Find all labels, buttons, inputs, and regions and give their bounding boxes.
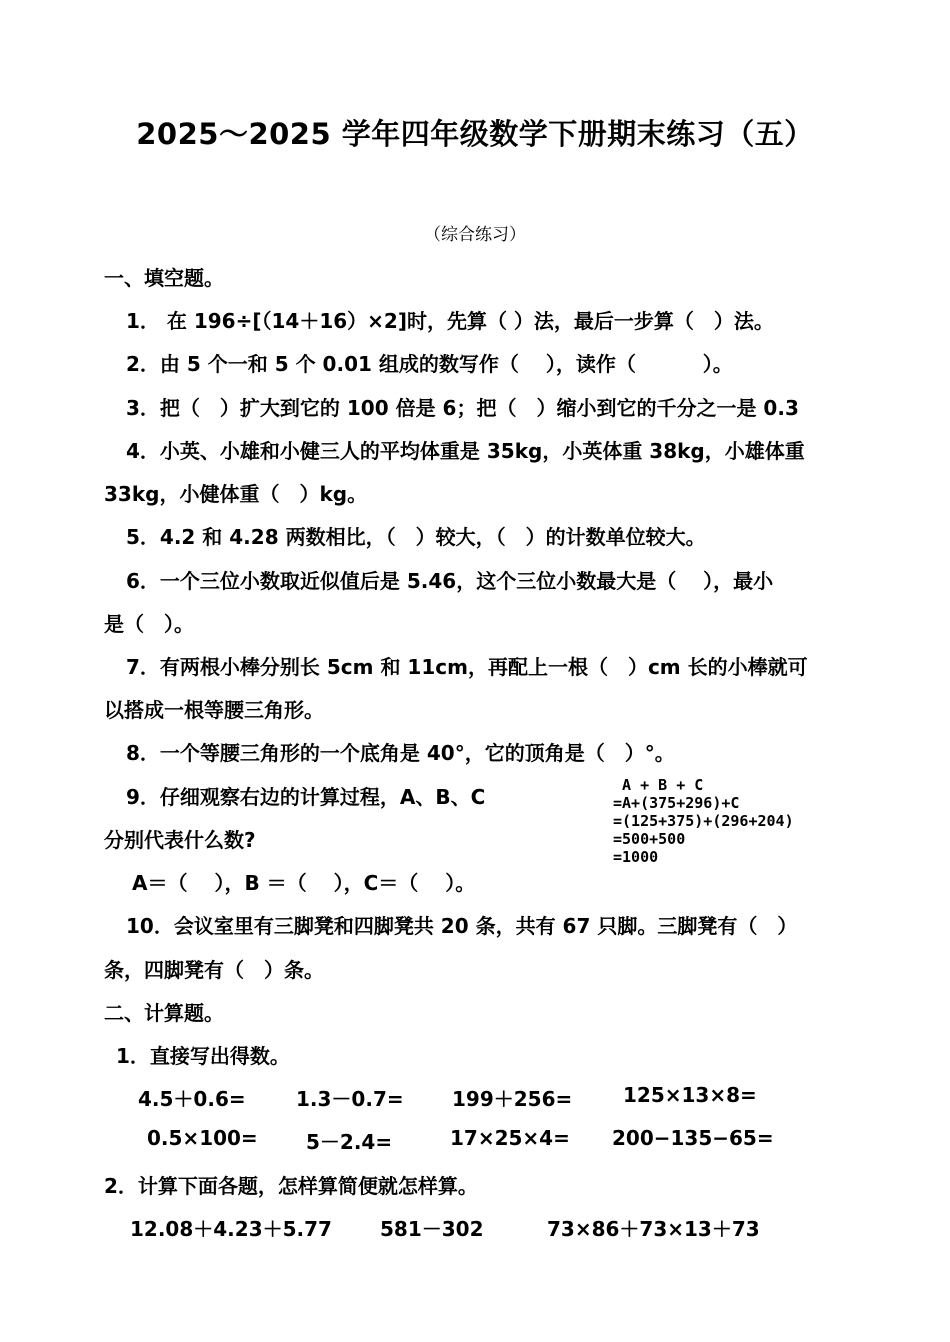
question-7-line-2: 以搭成一根等腰三角形。	[104, 698, 324, 722]
oral-calc-6: 5－2.4=	[306, 1130, 393, 1154]
question-5: 5．4.2 和 4.28 两数相比，（ ）较大，（ ）的计数单位较大。	[126, 525, 706, 549]
calc-step-4: =500+500	[613, 830, 686, 848]
oral-calc-4: 125×13×8=	[623, 1083, 757, 1107]
question-2: 2．由 5 个一和 5 个 0.01 组成的数写作（ ），读作（ ）。	[126, 352, 733, 376]
oral-calc-2: 1.3－0.7=	[296, 1087, 404, 1111]
question-9-answers: A＝（ ），B ＝（ ），C＝（ ）。	[132, 871, 476, 895]
subsection-direct-answer: 1．直接写出得数。	[116, 1044, 290, 1068]
question-10-line-2: 条，四脚凳有（ ）条。	[104, 958, 324, 982]
calc-step-5: =1000	[613, 848, 659, 866]
calc-step-2: =A+(375+296)+C	[613, 794, 740, 812]
question-3: 3．把（ ）扩大到它的 100 倍是 6；把（ ）缩小到它的千分之一是 0.3	[126, 396, 799, 420]
section-heading-fill-blank: 一、填空题。	[104, 266, 224, 290]
oral-calc-5: 0.5×100=	[147, 1126, 258, 1150]
oral-calc-1: 4.5＋0.6=	[138, 1087, 246, 1111]
question-9-line-1: 9．仔细观察右边的计算过程，A、B、C	[126, 785, 486, 809]
oral-calc-7: 17×25×4=	[450, 1126, 570, 1150]
question-10-line-1: 10．会议室里有三脚凳和四脚凳共 20 条，共有 67 只脚。三脚凳有（ ）	[126, 914, 798, 938]
simplify-calc-1: 12.08＋4.23＋5.77	[130, 1217, 332, 1241]
question-6-line-2: 是（ ）。	[104, 612, 194, 636]
question-6-line-1: 6．一个三位小数取近似值后是 5.46，这个三位小数最大是（ ），最小	[126, 569, 774, 593]
question-9-line-2: 分别代表什么数?	[104, 828, 256, 852]
question-8: 8．一个等腰三角形的一个底角是 40°，它的顶角是（ ）°。	[126, 741, 675, 765]
section-heading-calculation: 二、计算题。	[104, 1001, 224, 1025]
subsection-simplify: 2．计算下面各题，怎样算简便就怎样算。	[104, 1174, 478, 1198]
question-7-line-1: 7．有两根小棒分别长 5cm 和 11cm，再配上一根（ ）cm 长的小棒就可	[126, 655, 808, 679]
page-subtitle: （综合练习）	[424, 225, 526, 245]
calc-step-3: =(125+375)+(296+204)	[613, 812, 794, 830]
calculation-process-figure	[613, 776, 853, 866]
question-4-line-1: 4．小英、小雄和小健三人的平均体重是 35kg，小英体重 38kg，小雄体重	[126, 439, 805, 463]
calc-step-1: A + B + C	[613, 776, 704, 794]
simplify-calc-3: 73×86＋73×13＋73	[547, 1217, 760, 1241]
question-4-line-2: 33kg，小健体重（ ）kg。	[104, 482, 368, 506]
question-1: 1． 在 196÷[（14＋16）×2]时，先算（ ）法，最后一步算（ ）法。	[126, 309, 774, 333]
page-title: 2025～2025 学年四年级数学下册期末练习（五）	[136, 117, 814, 151]
oral-calc-8: 200−135−65=	[612, 1126, 774, 1150]
simplify-calc-2: 581－302	[380, 1217, 484, 1241]
oral-calc-3: 199＋256=	[452, 1087, 573, 1111]
